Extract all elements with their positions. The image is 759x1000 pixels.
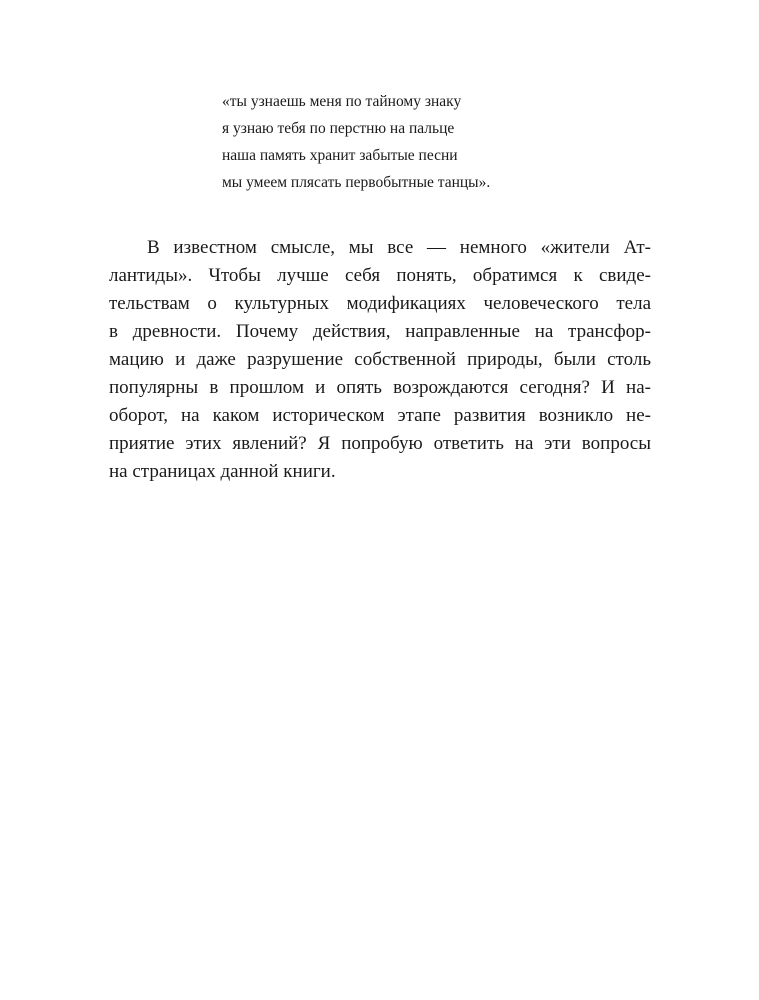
paragraph-line: оборот, на каком историческом этапе развития возникло не-: [109, 405, 651, 426]
epigraph-line: наша память хранит забытые песни: [222, 147, 458, 164]
epigraph-poem: [222, 88, 582, 196]
paragraph-line: приятие этих явлений? Я попробую ответить на эти вопросы: [109, 433, 651, 454]
paragraph-line: популярны в прошлом и опять возрождаются сегодня? И на-: [109, 377, 651, 398]
epigraph-line: «ты узнаешь меня по тайному знаку: [222, 93, 462, 110]
paragraph-line: В известном смысле, мы все — немного «жители Ат-: [147, 237, 651, 258]
body-paragraph: [109, 234, 651, 486]
paragraph-line: мацию и даже разрушение собственной природы, были столь: [109, 349, 651, 370]
paragraph-line: лантиды». Чтобы лучше себя понять, обратимся к свиде-: [109, 265, 651, 286]
paragraph-line: в древности. Почему действия, направленные на трансфор-: [109, 321, 651, 342]
paragraph-line: на страницах данной книги.: [109, 461, 336, 482]
epigraph-line: я узнаю тебя по перстню на пальце: [222, 120, 455, 137]
epigraph-line: мы умеем плясать первобытные танцы».: [222, 174, 491, 191]
paragraph-line: тельствам о культурных модификациях человеческого тела: [109, 293, 651, 314]
